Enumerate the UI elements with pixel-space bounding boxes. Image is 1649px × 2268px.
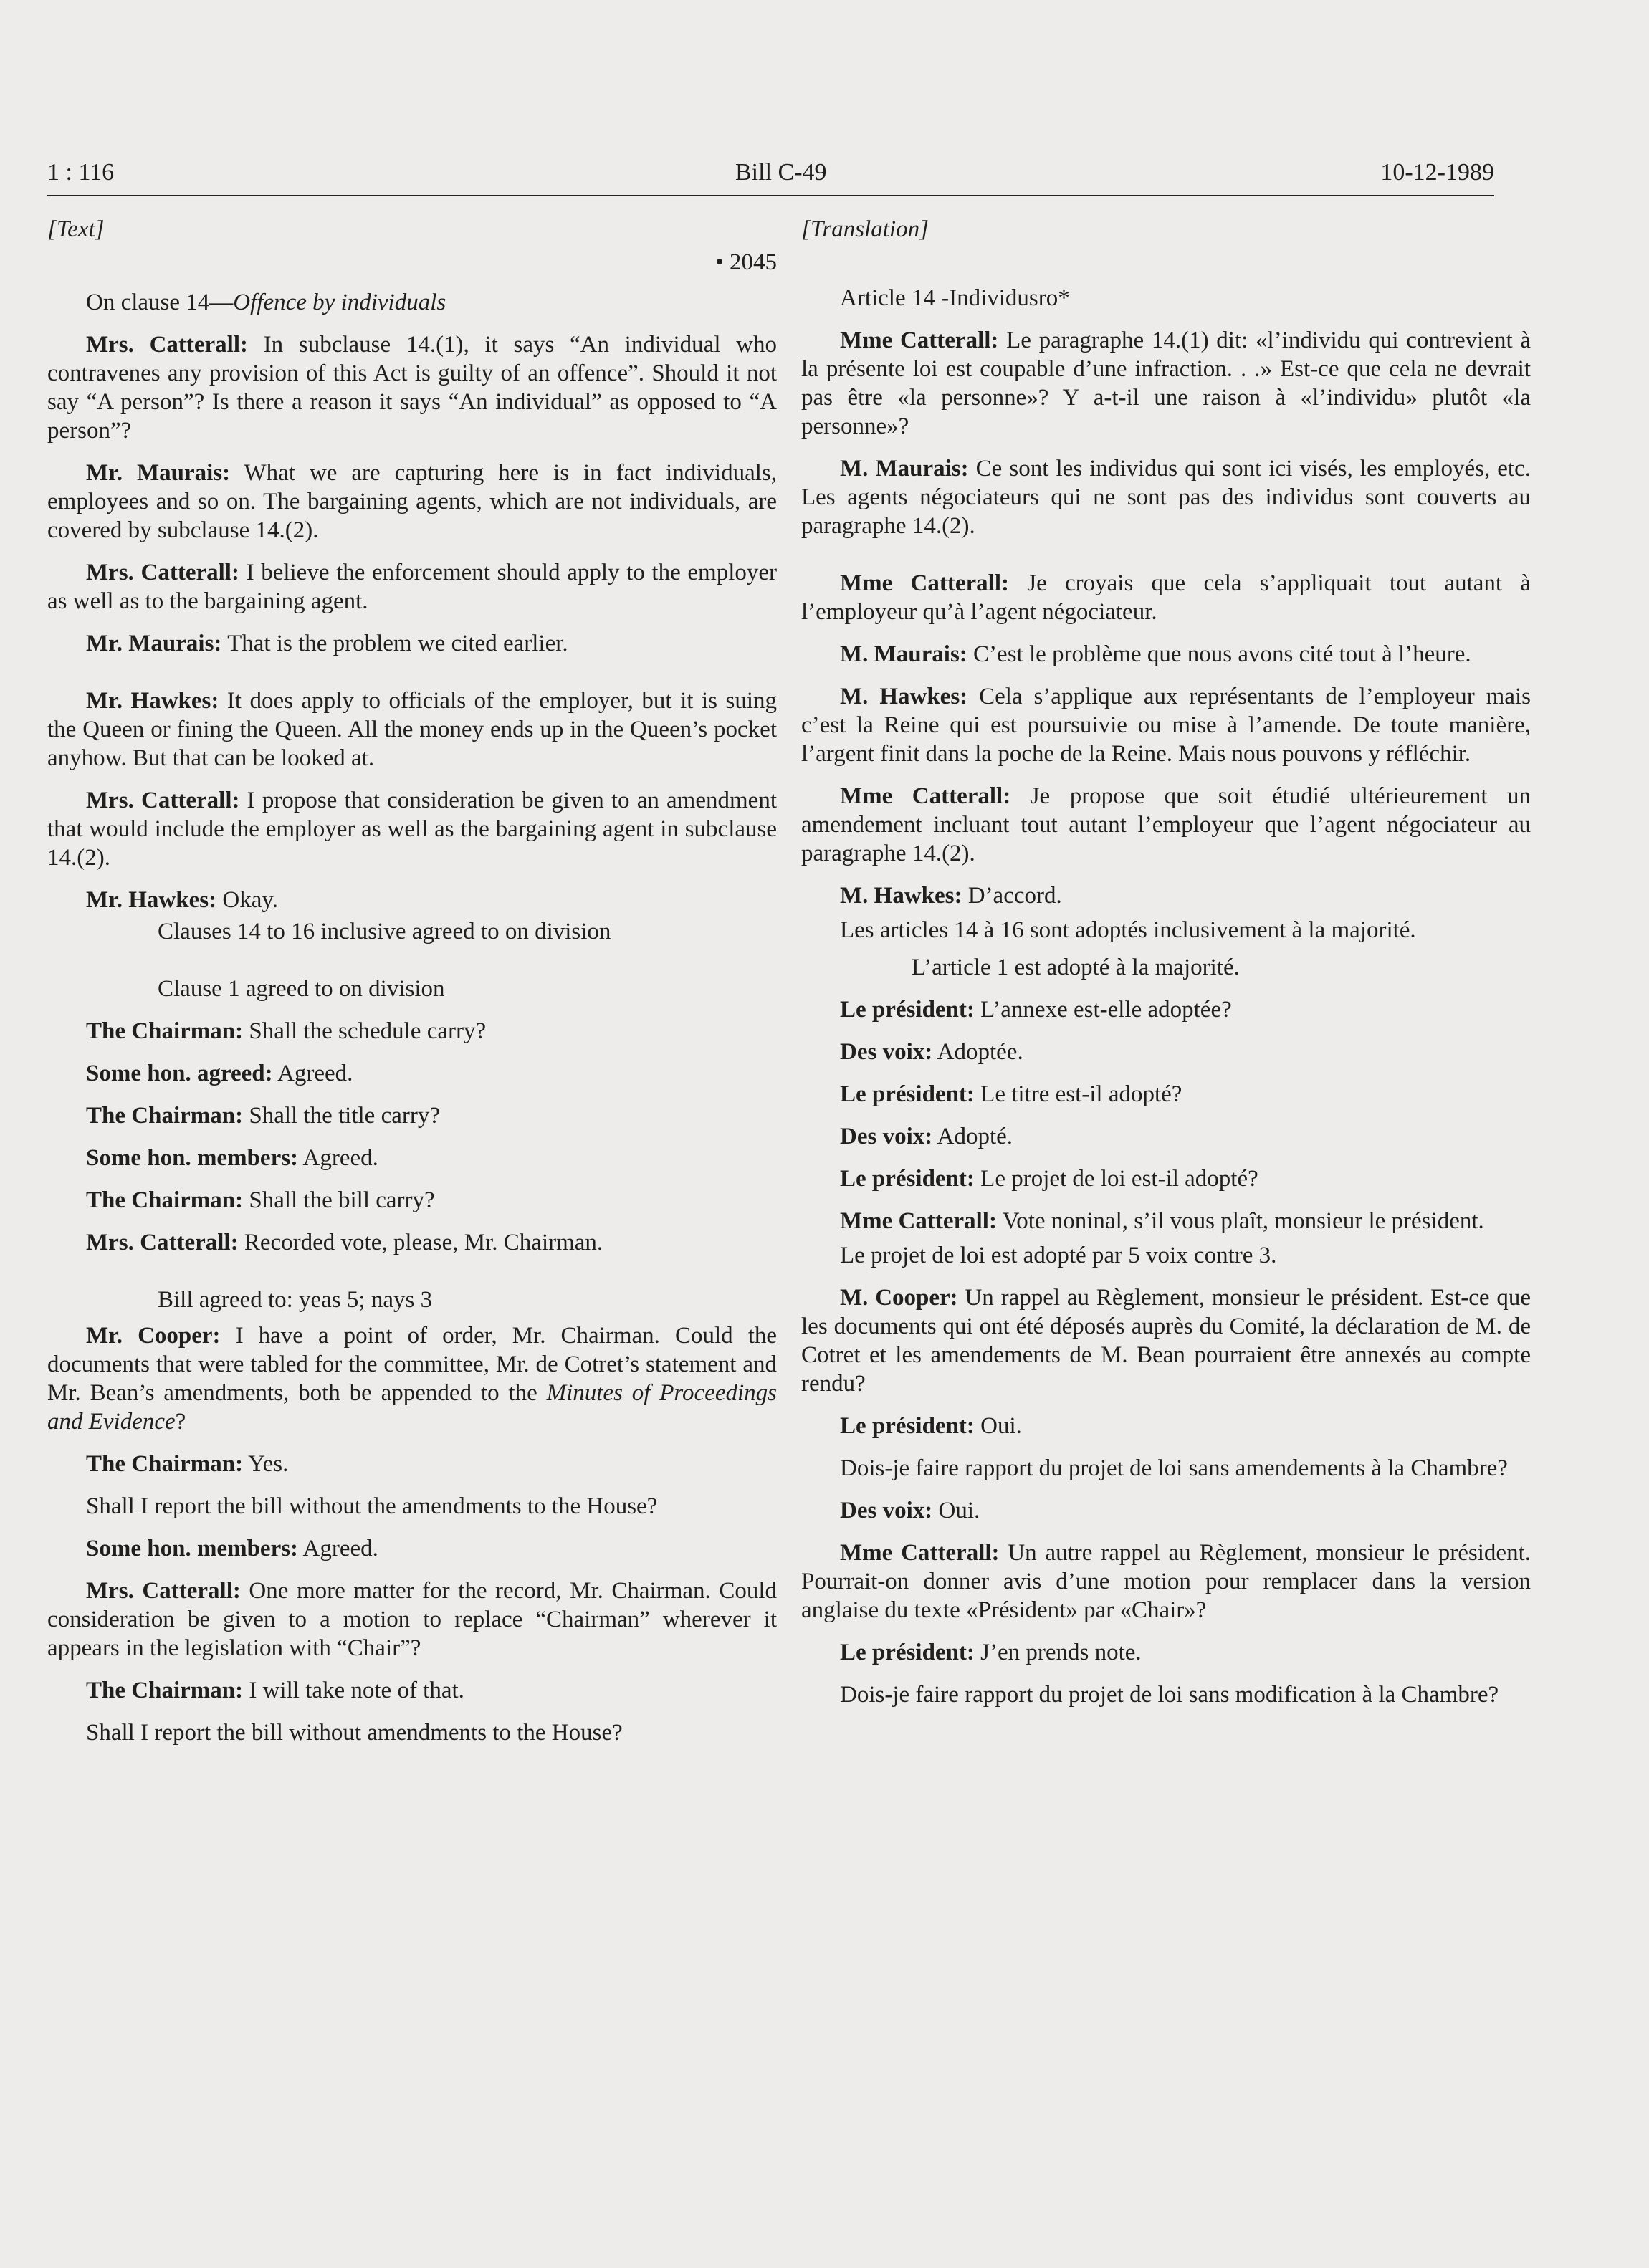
paragraph: Mrs. Catterall: Recorded vote, please, Mr. Chairman. bbox=[86, 1230, 603, 1255]
paragraph: Mme Catterall: Un autre rappel au Règlement, monsieur le président. Pourrait-on donner avis d’une motion pour remplacer dans la version anglaise du texte «Président» par «Chair»? bbox=[801, 1540, 1531, 1623]
translation-tag: [Translation] bbox=[801, 216, 929, 242]
paragraph: Mr. Maurais: That is the problem we cited earlier. bbox=[86, 631, 568, 656]
paragraph: M. Hawkes: Cela s’applique aux représentants de l’employeur mais c’est la Reine qui est poursuivie ou mise à l’amende. De toute manière, l’argent finit dans la poche de la Reine. Mais nous pouvons y réfléchir. bbox=[801, 684, 1531, 767]
paragraph: M. Hawkes: D’accord. bbox=[840, 883, 1062, 909]
paragraph: Mrs. Catterall: One more matter for the record, Mr. Chairman. Could consideration be given to a motion to replace “Chairman” wherever it appears in the legislation with “Chair”? bbox=[47, 1578, 777, 1661]
paragraph: Mrs. Catterall: I propose that consideration be given to an amendment that would include the employer as well as the bargaining agent in subclause 14.(2). bbox=[47, 788, 777, 871]
paragraph: Des voix: Adoptée. bbox=[840, 1039, 1023, 1065]
motion-result: Clause 1 agreed to on division bbox=[158, 976, 445, 1002]
paragraph: Dois-je faire rapport du projet de loi sans modification à la Chambre? bbox=[840, 1682, 1499, 1708]
english-column bbox=[47, 215, 777, 1761]
paragraph: Dois-je faire rapport du projet de loi sans amendements à la Chambre? bbox=[840, 1455, 1508, 1481]
french-column bbox=[801, 215, 1531, 1723]
paragraph: M. Cooper: Un rappel au Règlement, monsieur le président. Est-ce que les documents qui ont été déposés auprès du Comité, la déclaration de M. de Cotret et les amendements de M. Bean pourraient être annexés au compte rendu? bbox=[801, 1285, 1531, 1397]
paragraph: Mr. Cooper: I have a point of order, Mr. Chairman. Could the documents that were tabled for the committee, Mr. de Cotret’s statement and Mr. Bean’s amendments, both be appended to the Minutes of Proceedings and Evidence? bbox=[47, 1323, 778, 1435]
paragraph: Some hon. members: Agreed. bbox=[86, 1536, 378, 1561]
text-tag: [Text] bbox=[47, 216, 105, 242]
motion-result: L’article 1 est adopté à la majorité. bbox=[912, 954, 1240, 980]
paragraph: Some hon. members: Agreed. bbox=[86, 1145, 378, 1171]
motion-result: Clauses 14 to 16 inclusive agreed to on division bbox=[158, 919, 611, 944]
paragraph: Le président: Le projet de loi est-il adopté? bbox=[840, 1166, 1258, 1192]
paragraph: Mme Catterall: Je propose que soit étudié ultérieurement un amendement incluant tout autant l’employeur que l’agent négociateur au paragraphe 14.(2). bbox=[801, 783, 1531, 866]
paragraph: Mme Catterall: Vote noninal, s’il vous plaît, monsieur le président. bbox=[840, 1208, 1484, 1234]
paragraph: M. Maurais: C’est le problème que nous avons cité tout à l’heure. bbox=[840, 641, 1471, 667]
paragraph: The Chairman: Shall the schedule carry? bbox=[86, 1018, 487, 1044]
paragraph: Le président: Oui. bbox=[840, 1413, 1022, 1439]
paragraph: The Chairman: Yes. bbox=[86, 1451, 289, 1477]
paragraph: Le président: L’annexe est-elle adoptée? bbox=[840, 997, 1232, 1023]
paragraph: The Chairman: Shall the title carry? bbox=[86, 1103, 440, 1129]
clause-heading: On clause 14—Offence by individuals bbox=[86, 290, 446, 315]
paragraph: Des voix: Oui. bbox=[840, 1498, 980, 1523]
time-reference: • 2045 bbox=[715, 249, 777, 275]
paragraph: Mme Catterall: Le paragraphe 14.(1) dit: «l’individu qui contrevient à la présente loi est coupable d’une infraction. . .» Est-ce que cela ne devrait pas être «la personne»? Y a-t-il une raison à «l’individu» plutôt «la personne»? bbox=[801, 327, 1531, 439]
paragraph: Le président: J’en prends note. bbox=[840, 1640, 1142, 1665]
page-header bbox=[47, 159, 1494, 196]
paragraph: M. Maurais: Ce sont les individus qui sont ici visés, les employés, etc. Les agents négociateurs qui ne sont pas des individus sont couverts au paragraphe 14.(2). bbox=[801, 456, 1531, 539]
motion-result: Le projet de loi est adopté par 5 voix contre 3. bbox=[840, 1243, 1277, 1268]
paragraph: Le président: Le titre est-il adopté? bbox=[840, 1081, 1182, 1107]
paragraph: Shall I report the bill without the amendments to the House? bbox=[86, 1493, 658, 1519]
paragraph: The Chairman: Shall the bill carry? bbox=[86, 1187, 435, 1213]
paragraph: Some hon. agreed: Agreed. bbox=[86, 1061, 353, 1086]
paragraph: The Chairman: I will take note of that. bbox=[86, 1678, 464, 1703]
paragraph: Mme Catterall: Je croyais que cela s’appliquait tout autant à l’employeur qu’à l’agent négociateur. bbox=[801, 570, 1531, 625]
clause-heading: Article 14 -Individusro* bbox=[840, 285, 1070, 311]
paragraph: Mr. Maurais: What we are capturing here is in fact individuals, employees and so on. The bargaining agents, which are not individuals, are covered by subclause 14.(2). bbox=[47, 460, 777, 543]
bill-title: Bill C-49 bbox=[735, 159, 827, 186]
paragraph: Mr. Hawkes: It does apply to officials of the employer, but it is suing the Queen or fining the Queen. All the money ends up in the Queen’s pocket anyhow. But that can be looked at. bbox=[47, 688, 777, 771]
paragraph: Mrs. Catterall: I believe the enforcement should apply to the employer as well as to the bargaining agent. bbox=[47, 560, 777, 614]
paragraph: Mrs. Catterall: In subclause 14.(1), it says “An individual who contravenes any provision of this Act is guilty of an offence”. Should it not say “A person”? Is there a reason it says “An individual” as opposed to “A person”? bbox=[47, 332, 777, 444]
header-rule bbox=[47, 195, 1494, 196]
paragraph: Des voix: Adopté. bbox=[840, 1124, 1013, 1149]
paragraph: Shall I report the bill without amendments to the House? bbox=[86, 1720, 623, 1746]
motion-result: Les articles 14 à 16 sont adoptés inclusivement à la majorité. bbox=[840, 917, 1416, 943]
page-number: 1 : 116 bbox=[47, 159, 115, 186]
sitting-date: 10-12-1989 bbox=[1380, 159, 1494, 186]
motion-result: Bill agreed to: yeas 5; nays 3 bbox=[158, 1287, 433, 1313]
paragraph: Mr. Hawkes: Okay. bbox=[86, 887, 278, 913]
